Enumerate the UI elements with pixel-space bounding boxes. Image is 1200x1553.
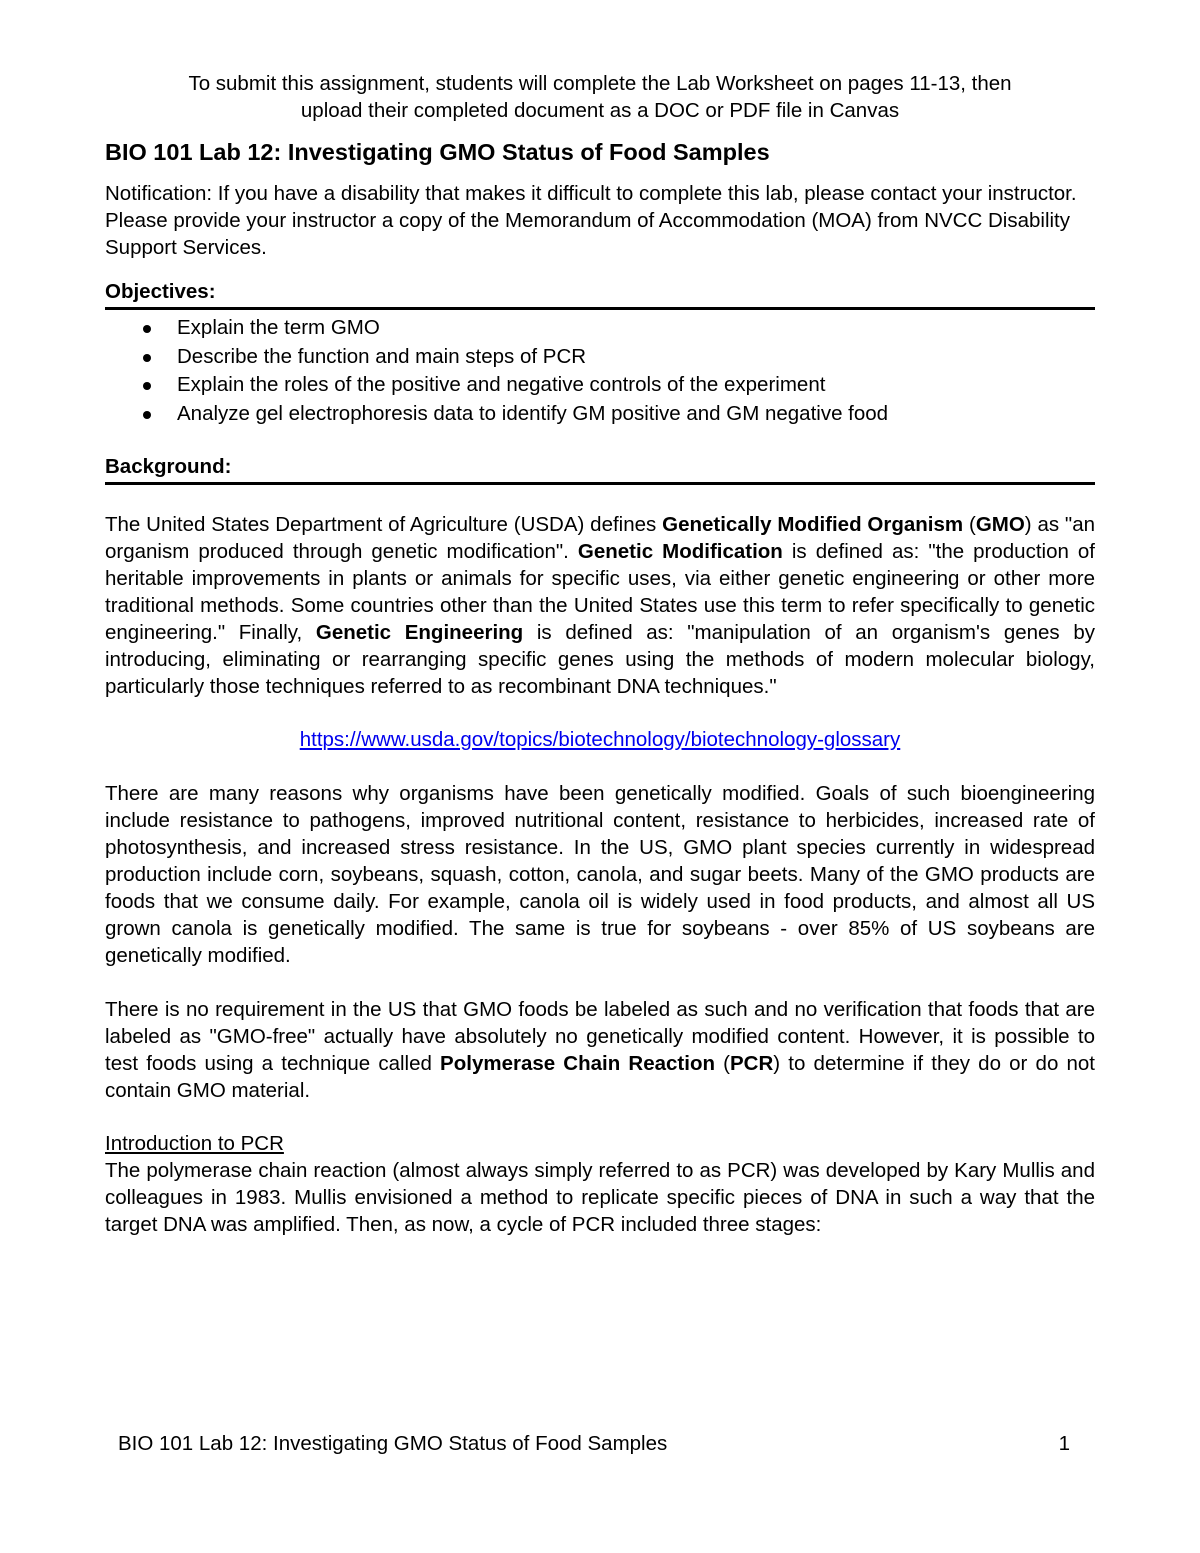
disability-notification: Notification: If you have a disability that makes it difficult to complete this lab, please contact your instructor. Please provide your instructor a copy of the Memorandum of Accommodation (MOA) from NVCC Disability Support Services.: [105, 182, 1077, 259]
gmo-definition-paragraph: [105, 511, 1095, 700]
bullet-icon: [143, 382, 151, 390]
objective-item: [105, 314, 1095, 343]
page-title: BIO 101 Lab 12: Investigating GMO Status of Food Samples: [105, 139, 770, 165]
paragraph-text: There is no requirement in the US that GMO foods be labeled as such and no verification that foods that are labeled as "GMO-free" actually have absolutely no genetically modified content. However, it is possible to test foods using a technique called: [105, 998, 1095, 1075]
term-pcr-full: Polymerase Chain Reaction: [440, 1052, 715, 1075]
objective-item: [105, 343, 1095, 372]
usda-link-line: [105, 726, 1095, 753]
gmo-reasons-paragraph: There are many reasons why organisms have been genetically modified. Goals of such bioengineering include resistance to pathogens, improved nutritional content, resistance to herbicides, increased rate of photosynthesis, and increased stress resistance. In the US, GMO plant species currently in widespread production include corn, soybeans, squash, cotton, canola, and sugar beets. Many of the GMO products are foods that we consume daily. For example, canola oil is widely used in food products, and almost all US grown canola is genetically modified. The same is true for soybeans - over 85% of US soybeans are genetically modified.: [105, 782, 1095, 967]
usda-glossary-link[interactable]: https://www.usda.gov/topics/biotechnology/biotechnology-glossary: [299, 728, 901, 751]
paragraph-text: is defined as: "manipulation of an organism's genes by introducing, eliminating or rearranging specific genes using the methods of modern molecular biology, particularly those techniques referred to as recombinant DNA techniques.": [105, 621, 1096, 698]
pcr-intro-heading: Introduction to PCR: [105, 1132, 284, 1155]
term-gmo: GMO: [975, 513, 1025, 536]
paragraph-text: ) to determine if they do or do not contain GMO material.: [105, 1052, 1095, 1102]
paragraph-text: (: [963, 513, 976, 536]
objective-text: Describe the function and main steps of PCR: [177, 344, 587, 368]
objectives-list: [105, 314, 1095, 428]
term-gmo-full: Genetically Modified Organism: [662, 513, 964, 536]
document-page: [105, 70, 1095, 1238]
bullet-icon: [143, 354, 151, 362]
pcr-intro-paragraph: The polymerase chain reaction (almost always simply referred to as PCR) was developed by Kary Mullis and colleagues in 1983. Mullis envisioned a method to replicate specific pieces of DNA in such a way that the target DNA was amplified. Then, as now, a cycle of PCR included three stages:: [105, 1159, 1095, 1236]
instruction-line-1: To submit this assignment, students will complete the Lab Worksheet on pages 11-13, then: [188, 72, 1012, 95]
objectives-heading: Objectives:: [105, 279, 1095, 310]
background-heading: Background:: [105, 454, 1095, 485]
objective-text: Explain the term GMO: [177, 316, 380, 339]
page-number: 1: [1058, 1432, 1070, 1455]
footer-title: BIO 101 Lab 12: Investigating GMO Status of Food Samples: [118, 1432, 668, 1455]
objective-text: Explain the roles of the positive and negative controls of the experiment: [177, 373, 826, 396]
term-genetic-modification: Genetic Modification: [577, 540, 783, 563]
paragraph-text: ) as "an organism produced through genetic modification".: [105, 513, 1096, 563]
paragraph-text: is defined as: "the production of heritable improvements in plants or animals for specific uses, via either genetic engineering or other more traditional methods. Some countries other than the United States use this term to refer specifically to genetic engineering." Finally,: [105, 540, 1095, 644]
term-genetic-engineering: Genetic Engineering: [315, 621, 524, 644]
instruction-line-2: upload their completed document as a DOC or PDF file in Canvas: [300, 99, 900, 122]
objective-item: [105, 400, 1095, 429]
objective-text: Analyze gel electrophoresis data to identify GM positive and GM negative food: [177, 401, 889, 425]
objective-item: [105, 371, 1095, 400]
submission-instructions: [105, 70, 1095, 124]
term-pcr: PCR: [730, 1052, 774, 1075]
bullet-icon: [143, 325, 151, 333]
bullet-icon: [143, 411, 151, 419]
paragraph-text: The United States Department of Agriculture (USDA) defines: [105, 513, 663, 536]
paragraph-text: (: [715, 1052, 730, 1075]
gmo-labeling-paragraph: [105, 996, 1095, 1104]
